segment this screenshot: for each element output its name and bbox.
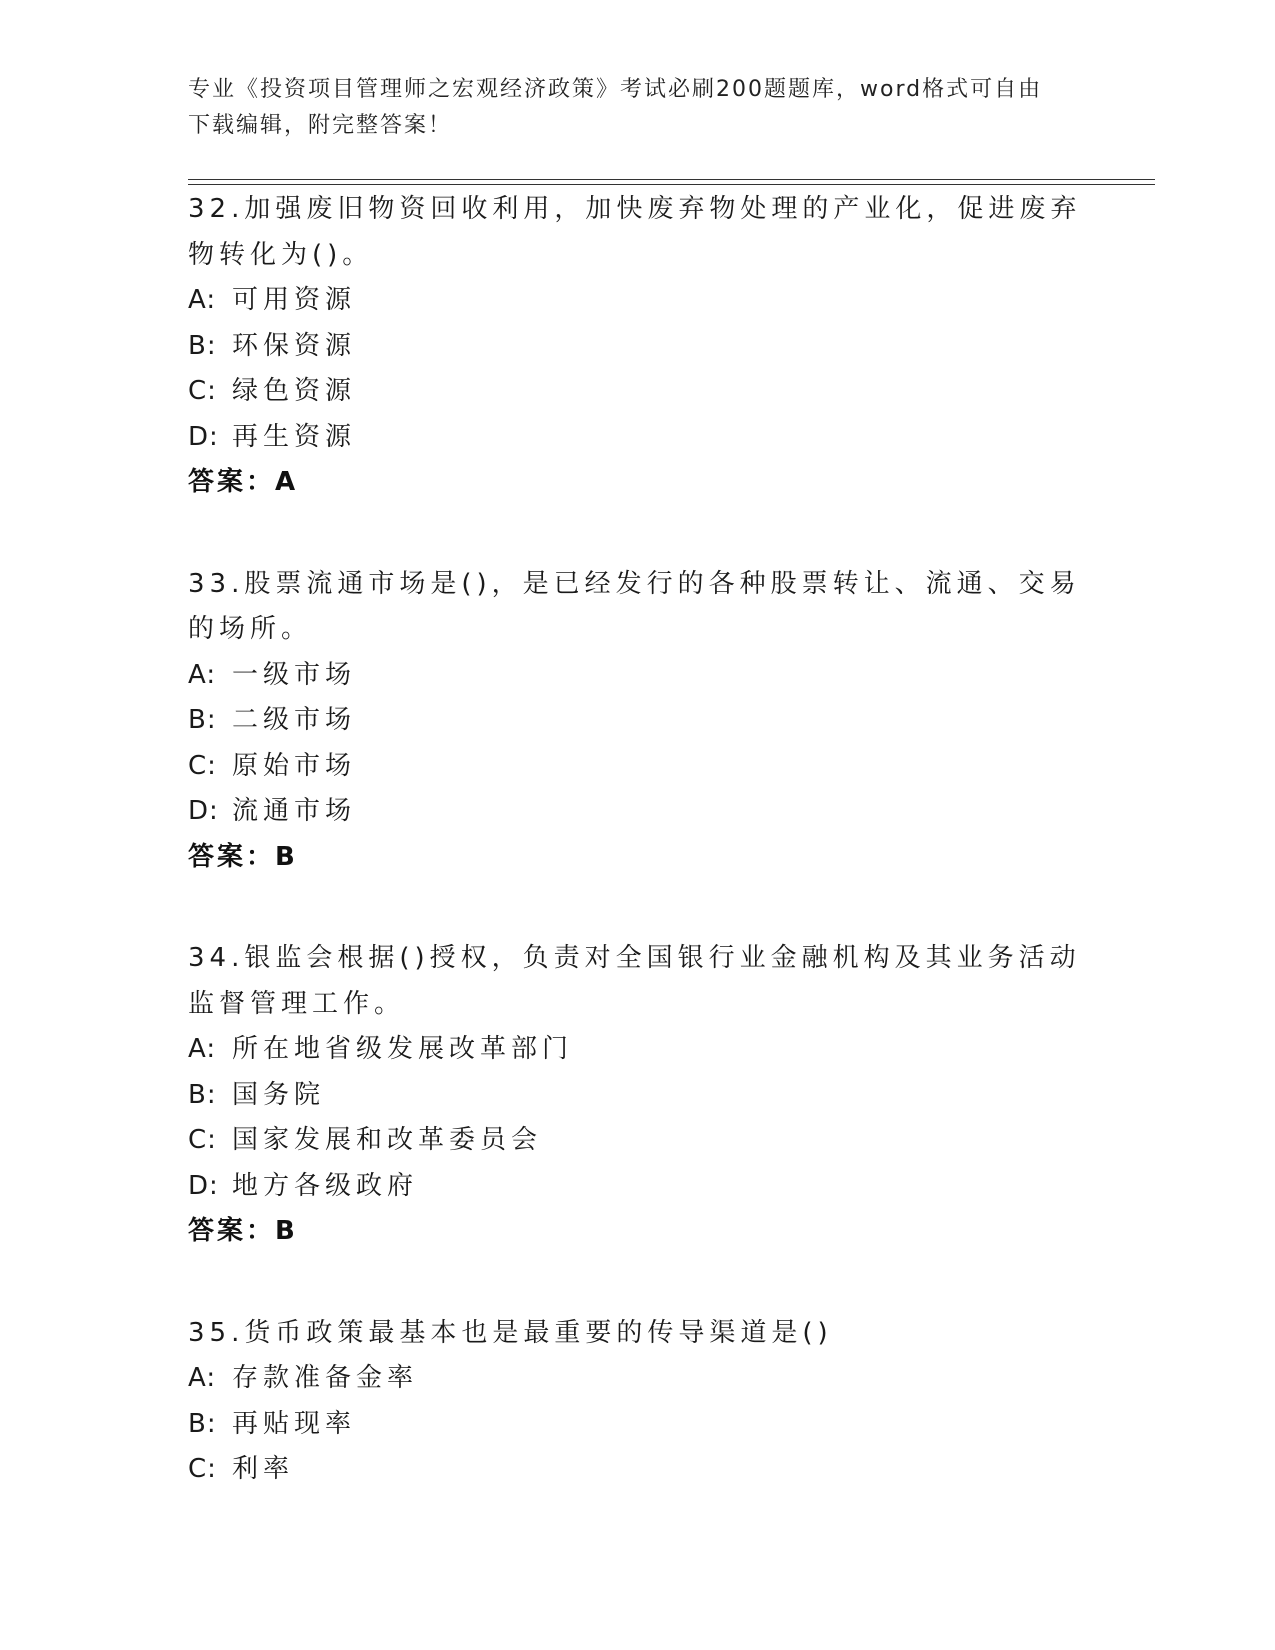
question-stem: 33.股票流通市场是()，是已经发行的各种股票转让、流通、交易的场所。 xyxy=(188,568,1081,644)
option-text: 利率 xyxy=(232,1454,295,1484)
option-text: 可用资源 xyxy=(232,285,357,315)
header-divider-bottom xyxy=(188,184,1155,185)
question-stem: 32.加强废旧物资回收利用，加快废弃物处理的产业化，促进废弃物转化为()。 xyxy=(188,194,1082,270)
option-c xyxy=(188,1447,1088,1493)
option-a xyxy=(188,653,1088,699)
question-stem: 34.银监会根据()授权，负责对全国银行业金融机构及其业务活动监督管理工作。 xyxy=(188,943,1081,1019)
option-letter: D: xyxy=(188,421,219,452)
answer-label: 答案：B xyxy=(188,1216,298,1246)
document-header xyxy=(188,72,1068,144)
header-divider-top xyxy=(188,179,1155,180)
question-stem: 35.货币政策最基本也是最重要的传导渠道是() xyxy=(188,1317,833,1348)
option-text: 一级市场 xyxy=(232,659,357,690)
option-letter: A: xyxy=(188,285,217,315)
option-letter: C: xyxy=(188,750,217,781)
option-b xyxy=(188,1402,1088,1448)
option-d xyxy=(188,789,1088,835)
header-line-2: 下载编辑，附完整答案！ xyxy=(188,113,453,138)
option-text: 原始市场 xyxy=(232,750,357,781)
option-b xyxy=(188,698,1088,744)
option-b xyxy=(188,324,1088,370)
header-line-1: 专业《投资项目管理师之宏观经济政策》考试必刷200题题库，word格式可自由 xyxy=(188,77,1043,102)
option-letter: A: xyxy=(188,1363,217,1393)
question-list xyxy=(188,187,1088,1549)
option-letter: C: xyxy=(188,1454,217,1484)
question-35 xyxy=(188,1311,1088,1493)
option-text: 再生资源 xyxy=(232,421,357,452)
option-a xyxy=(188,278,1088,324)
option-d xyxy=(188,1164,1088,1210)
question-32 xyxy=(188,187,1088,506)
option-text: 所在地省级发展改革部门 xyxy=(232,1034,574,1064)
question-34 xyxy=(188,936,1088,1255)
option-c xyxy=(188,369,1088,415)
option-letter: B: xyxy=(188,1408,217,1439)
option-a xyxy=(188,1027,1088,1073)
option-c xyxy=(188,744,1088,790)
option-text: 流通市场 xyxy=(232,796,357,826)
option-letter: B: xyxy=(188,330,217,361)
option-letter: D: xyxy=(188,1170,219,1201)
option-a xyxy=(188,1356,1088,1402)
option-letter: D: xyxy=(188,796,219,826)
option-letter: A: xyxy=(188,1034,217,1064)
option-text: 环保资源 xyxy=(232,330,357,361)
option-text: 再贴现率 xyxy=(232,1408,357,1439)
option-text: 二级市场 xyxy=(232,705,357,735)
option-b xyxy=(188,1073,1088,1119)
option-c xyxy=(188,1118,1088,1164)
option-text: 存款准备金率 xyxy=(232,1363,419,1393)
answer-label: 答案：B xyxy=(188,841,298,872)
option-letter: B: xyxy=(188,1079,217,1110)
option-text: 国务院 xyxy=(232,1079,326,1110)
option-letter: C: xyxy=(188,376,217,406)
option-text: 绿色资源 xyxy=(232,376,357,406)
option-text: 国家发展和改革委员会 xyxy=(232,1125,543,1155)
option-letter: B: xyxy=(188,705,217,735)
question-33 xyxy=(188,562,1088,881)
option-letter: A: xyxy=(188,659,217,690)
option-text: 地方各级政府 xyxy=(232,1170,419,1201)
option-letter: C: xyxy=(188,1125,217,1155)
option-d xyxy=(188,415,1088,461)
answer-label: 答案：A xyxy=(188,467,299,497)
